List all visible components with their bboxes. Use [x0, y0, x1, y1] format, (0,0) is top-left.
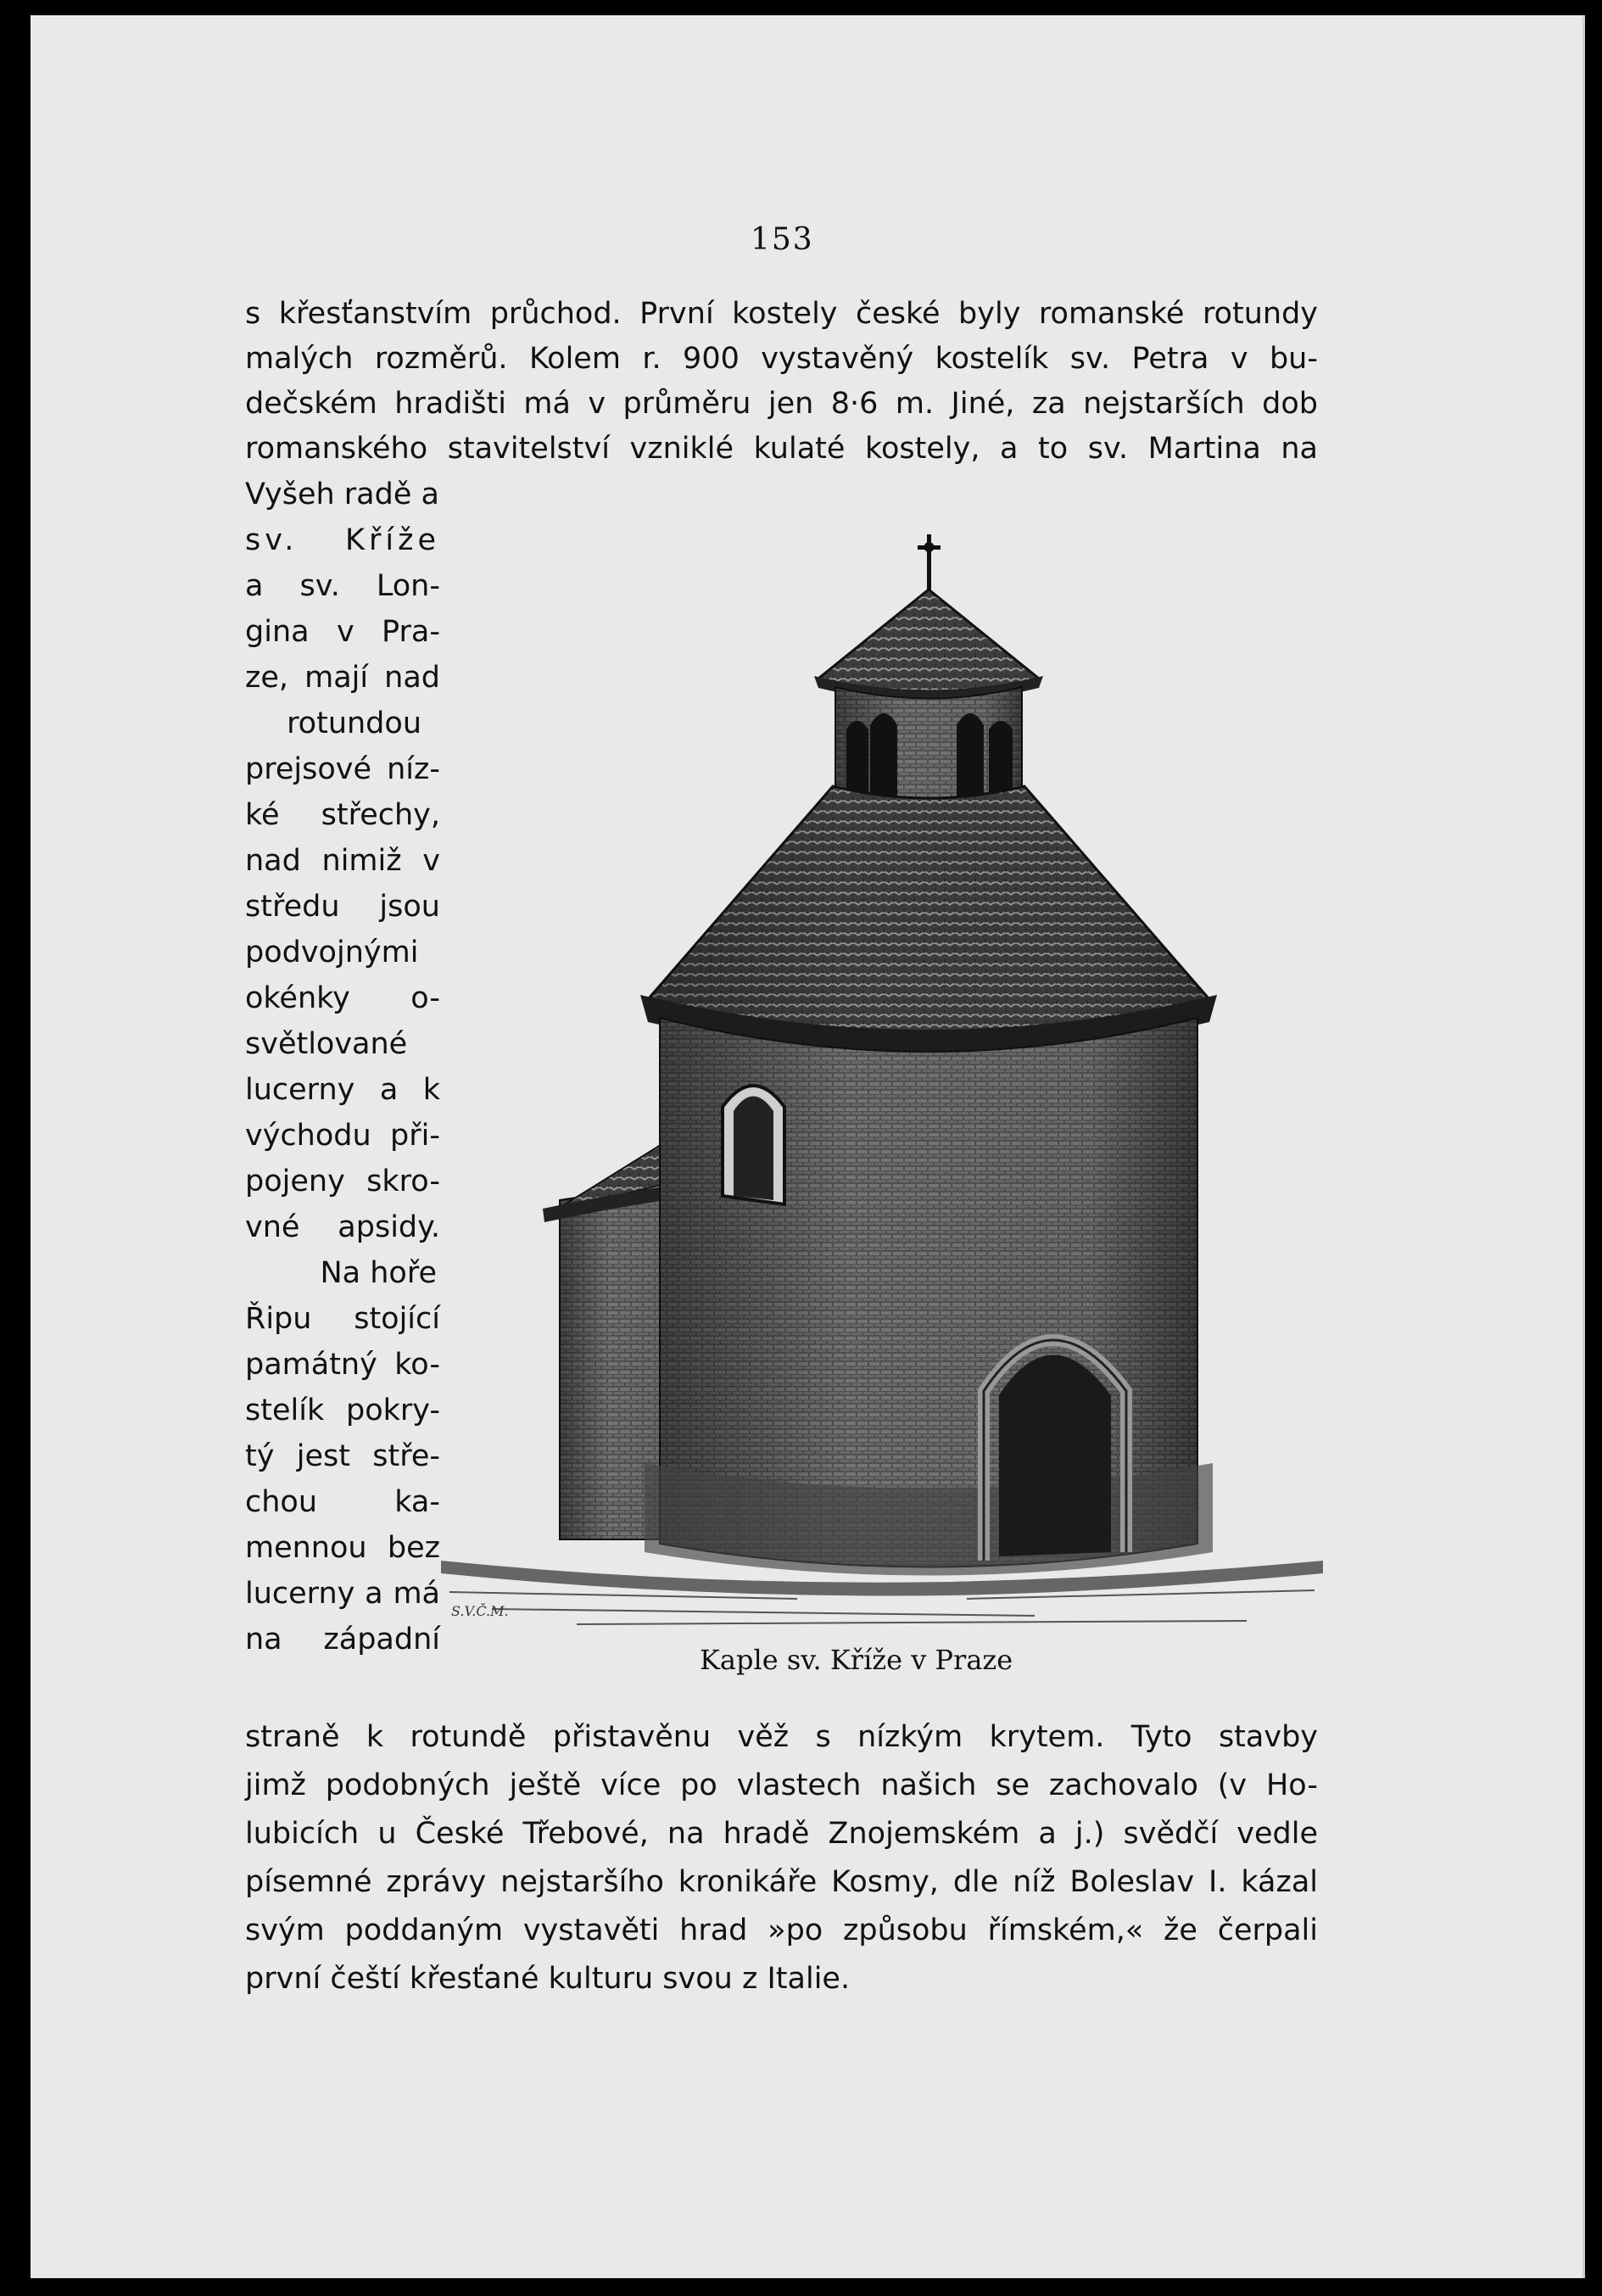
text-line: lubicích u České Třebové, na hradě Znojemském a j.) svědčí vedle	[245, 1817, 1318, 1851]
text-line: vné apsidy.	[245, 1210, 440, 1244]
text-line: dečském hradišti má v průměru jen 8·6 m. Jiné, za nejstarších dob	[245, 387, 1318, 421]
text-line: ze, mají nad	[245, 661, 440, 695]
text-line: ké střechy,	[245, 798, 440, 832]
text-line: a sv. Lon-	[245, 569, 440, 603]
text-line: Na hoře	[320, 1256, 437, 1290]
text-line: první čeští křesťané kulturu svou z Italie.	[245, 1962, 851, 1996]
text-line: na západní	[245, 1623, 440, 1656]
text-line: straně k rotundě přistavěnu věž s nízkým krytem. Tyto stavby	[245, 1720, 1318, 1754]
text-line: tý jest stře-	[245, 1439, 440, 1473]
text-line: prejsové níz-	[245, 752, 440, 786]
text-line: památný ko-	[245, 1348, 440, 1382]
text-line: pojeny skro-	[245, 1165, 440, 1198]
text-line: svým poddaným vystavěti hrad »po způsobu římském,« že čerpali	[245, 1913, 1318, 1947]
figure-caption: Kaple sv. Kříže v Praze	[700, 1644, 1013, 1676]
text-line: sv. Kříže	[245, 523, 440, 557]
text-line: písemné zprávy nejstaršího kronikáře Kosmy, dle níž Boleslav I. kázal	[245, 1865, 1318, 1899]
text-line: východu při-	[245, 1119, 440, 1153]
text-line: lucerny a k	[245, 1073, 440, 1107]
text-line: nad nimiž v	[245, 844, 440, 878]
text-line: rotundou	[287, 707, 421, 740]
text-line: romanského stavitelství vzniklé kulaté kostely, a to sv. Martina na	[245, 432, 1318, 466]
text-line: s křesťanstvím průchod. První kostely české byly romanské rotundy	[245, 297, 1318, 331]
text-line: jimž podobných ještě více po vlastech našich se zachovalo (v Ho-	[245, 1768, 1318, 1802]
text-line: Řipu stojící	[245, 1302, 440, 1336]
text-line: okénky o-	[245, 981, 440, 1015]
cross-icon	[918, 534, 941, 594]
engraver-signature: S.V.Č.M.	[451, 1603, 509, 1619]
page-number: 153	[751, 222, 814, 257]
text-line: chou ka-	[245, 1485, 440, 1519]
text-line: malých rozměrů. Kolem r. 900 vystavěný kostelík sv. Petra v bu-	[245, 342, 1318, 376]
text-line: stelík pokry-	[245, 1394, 440, 1427]
text-line: podvojnými	[245, 936, 419, 969]
text-line: lucerny a má	[245, 1577, 440, 1611]
text-line: Vyšeh radě a	[245, 478, 439, 511]
rotunda-engraving	[441, 522, 1323, 1641]
text-line: středu jsou	[245, 890, 440, 924]
text-line: gina v Pra-	[245, 615, 440, 649]
text-line: mennou bez	[245, 1531, 440, 1565]
text-line: světlované	[245, 1027, 408, 1061]
